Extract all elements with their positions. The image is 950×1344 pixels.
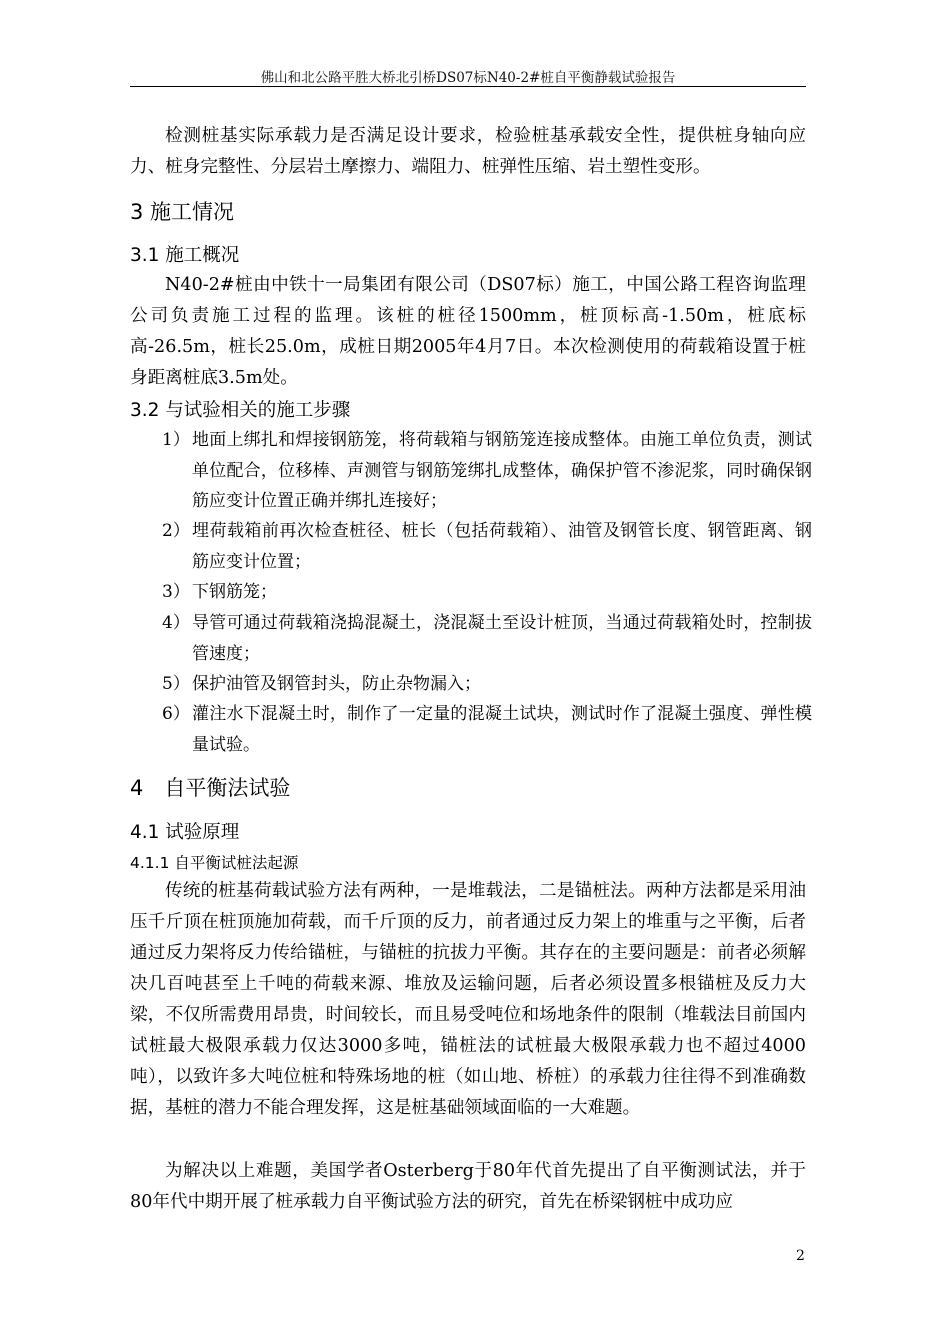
intro-paragraph: 检测桩基实际承载力是否满足设计要求，检验桩基承载安全性，提供桩身轴向应力、桩身完整性、分层岩土摩擦力、端阻力、桩弹性压缩、岩土塑性变形。 <box>130 126 806 177</box>
step-item <box>162 577 812 608</box>
step-number: 4） <box>162 613 190 633</box>
step-text: 埋荷载箱前再次检查桩径、桩长（包括荷载箱）、油管及钢管长度、钢管距离、钢筋应变计位置； <box>192 521 812 572</box>
step-item <box>162 669 812 700</box>
section-4-1-heading: 4.1 试验原理 <box>130 822 240 843</box>
step-text: 下钢筋笼； <box>192 582 277 602</box>
step-text: 地面上绑扎和焊接钢筋笼，将荷载箱与钢筋笼连接成整体。由施工单位负责，测试单位配合，位移棒、声测管与钢筋笼绑扎成整体，确保护管不渗泥浆，同时确保钢筋应变计位置正确并绑扎连接好； <box>192 430 812 511</box>
step-number: 2） <box>162 521 190 541</box>
step-item <box>162 608 812 669</box>
section-3-1-paragraph: N40-2#桩由中铁十一局集团有限公司（DS07标）施工，中国公路工程咨询监理公司负责施工过程的监理。该桩的桩径1500mm，桩顶标高-1.50m，桩底标高-26.5m，桩长25.0m，成桩日期2005年4月7日。本次检测使用的荷载箱设置于桩身距离桩底3.5m处。 <box>130 275 806 388</box>
step-item <box>162 699 812 760</box>
page-number: 2 <box>796 1248 805 1264</box>
header-rule <box>130 86 806 87</box>
step-text: 保护油管及钢管封头，防止杂物漏入； <box>192 674 481 694</box>
step-text: 灌注水下混凝土时，制作了一定量的混凝土试块，测试时作了混凝土强度、弹性模量试验。 <box>192 704 812 755</box>
step-number: 1） <box>162 430 190 450</box>
section-4-heading: 4 自平衡法试验 <box>130 776 291 800</box>
section-4-1-1-paragraph-2: 为解决以上难题，美国学者Osterberg于80年代首先提出了自平衡测试法，并于80年代中期开展了桩承载力自平衡试验方法的研究，首先在桥梁钢桩中成功应 <box>130 1161 806 1212</box>
step-number: 3） <box>162 582 190 602</box>
running-header: 佛山和北公路平胜大桥北引桥DS07标N40-2#桩自平衡静载试验报告 <box>260 70 676 86</box>
section-3-1-heading: 3.1 施工概况 <box>130 245 240 266</box>
section-3-2-heading: 3.2 与试验相关的施工步骤 <box>130 400 351 421</box>
step-item <box>162 516 812 577</box>
step-text: 导管可通过荷载箱浇捣混凝土，浇混凝土至设计桩顶，当通过荷载箱处时，控制拔管速度； <box>192 613 812 664</box>
section-4-1-1-paragraph-1: 传统的桩基荷载试验方法有两种，一是堆载法，二是锚桩法。两种方法都是采用油压千斤顶在桩顶施加荷载，而千斤顶的反力，前者通过反力架上的堆重与之平衡，后者通过反力架将反力传给锚桩，与锚桩的抗拔力平衡。其存在的主要问题是：前者必须解决几百吨甚至上千吨的荷载来源、堆放及运输问题，后者必须设置多根锚桩及反力大梁，不仅所需费用昂贵，时间较长，而且易受吨位和场地条件的限制（堆载法目前国内试桩最大极限承载力仅达3000多吨，锚桩法的试桩最大极限承载力也不超过4000吨），以致许多大吨位桩和特殊场地的桩（如山地、桥桩）的承载力往往得不到准确数据，基桩的潜力不能合理发挥，这是桩基础领域面临的一大难题。 <box>130 881 806 1118</box>
step-number: 5） <box>162 674 190 694</box>
section-4-1-1-heading: 4.1.1 自平衡试桩法起源 <box>130 854 299 872</box>
section-3-heading: 3 施工情况 <box>130 200 235 224</box>
step-item <box>162 425 812 517</box>
step-number: 6） <box>162 704 190 724</box>
